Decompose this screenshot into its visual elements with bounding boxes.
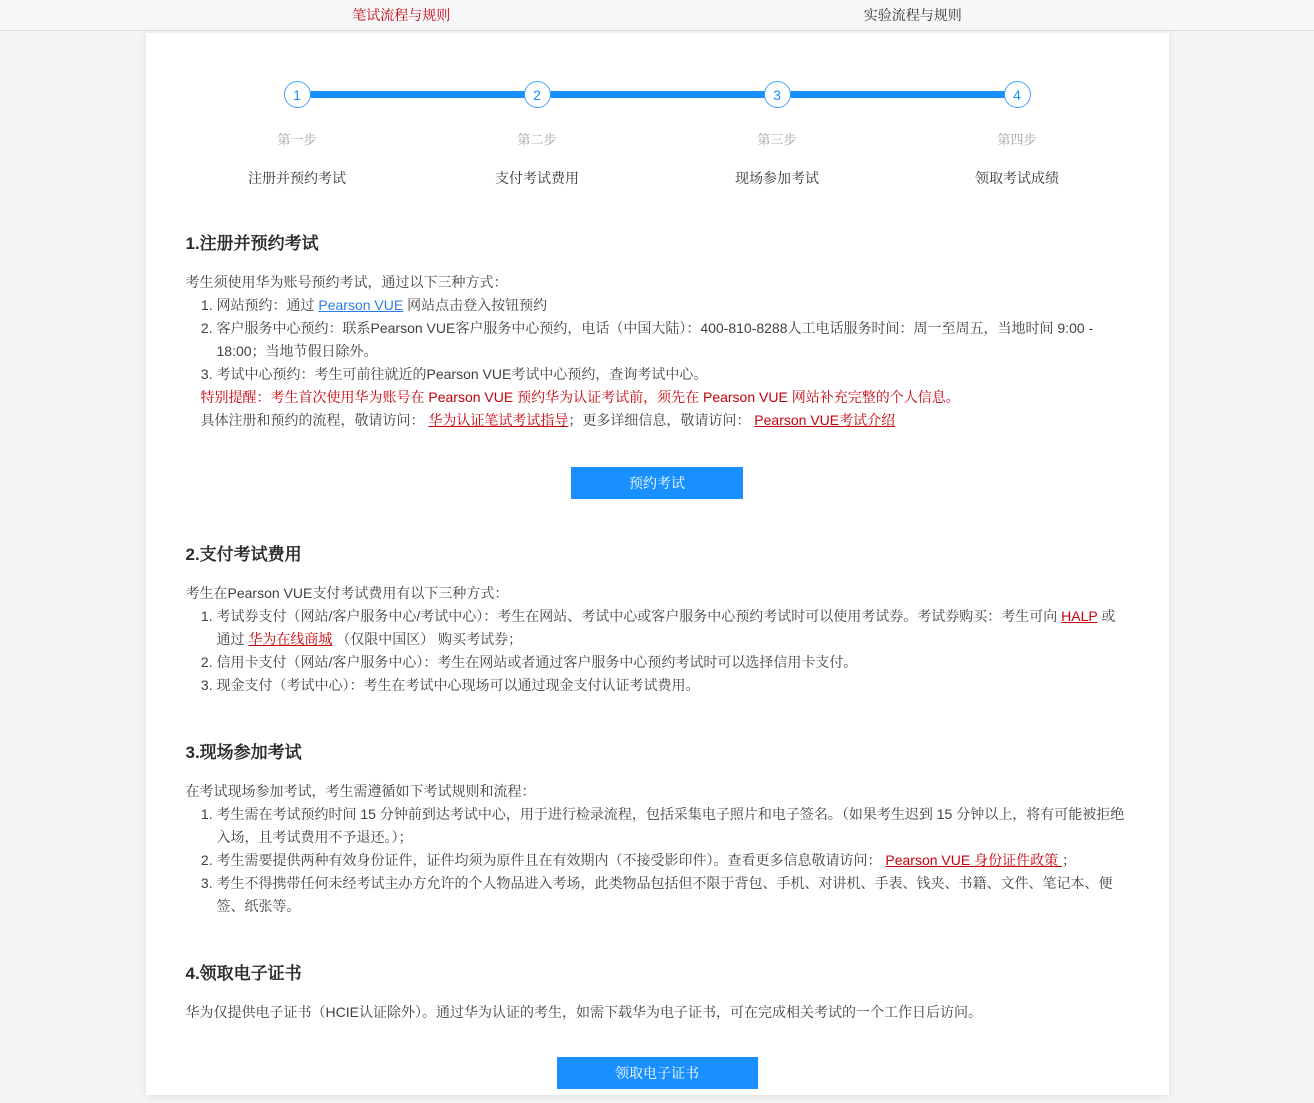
step-4-name: 领取考试成绩 [975,170,1059,186]
tab-label: 实验流程与规则 [863,7,962,23]
pearson-vue-link[interactable]: Pearson VUE [318,297,404,313]
special-reminder: 特别提醒：考生首次使用华为账号在 Pearson VUE 预约华为认证考试前，须先在 Pearson VUE 网站补充完整的个人信息。 [200,389,960,405]
book-exam-button[interactable]: 预约考试 [571,467,743,499]
step-2-label: 第二步 [517,132,557,147]
tab-label: 笔试流程与规则 [352,7,451,23]
list-item-arrival-time: 1. 考生需在考试预约时间 15 分钟前到达考试中心，用于进行检录流程，包括采集电子照片和电子签名。（如果考生迟到 15 分钟以上，将有可能被拒绝入场，且考试费用不予退还。）； [217,803,1129,849]
section-3-intro: 在考试现场参加考试，考生需遵循如下考试规则和流程： [185,783,536,799]
content-card [146,33,1169,1095]
step-4-label: 第四步 [997,132,1037,147]
section-2-heading: 2.支付考试费用 [185,545,302,564]
list-item-cash-payment: 3. 现金支付（考试中心）：考生在考试中心现场可以通过现金支付认证考试费用。 [217,674,1129,697]
halp-link[interactable]: HALP [1061,608,1098,624]
step-2 [467,81,607,188]
section-get-e-certificate [186,962,1129,1089]
list-item-credit-card-payment: 2. 信用卡支付（网站/客户服务中心）：考生在网站或者通过客户服务中心预约考试时可以选择信用卡支付。 [217,651,1129,674]
section-pay-exam-fee [186,543,1129,697]
list-item-personal-items: 3. 考生不得携带任何未经考试主办方允许的个人物品进入考场，此类物品包括但不限于背包、手机、对讲机、手表、钱夹、书籍、文件、笔记本、便签、纸张等。 [217,872,1129,918]
section-4-heading: 4.领取电子证书 [185,964,302,983]
step-3 [707,81,847,188]
section-4-intro: 华为仅提供电子证书（HCIE认证除外）。通过华为认证的考生，如需下载华为电子证书，可在完成相关考试的一个工作日后访问。 [185,1004,982,1020]
section-3-heading: 3.现场参加考试 [185,743,302,762]
step-2-circle-icon: 2 [524,81,551,108]
huawei-online-store-link[interactable]: 华为在线商城 [248,631,333,647]
section-register-and-book [186,232,1129,499]
written-exam-guide-link[interactable]: 华为认证笔试考试指导 [428,412,569,428]
section-2-intro: 考生在Pearson VUE支付考试费用有以下三种方式： [185,585,509,601]
registration-guide-line: 具体注册和预约的流程，敬请访问： 华为认证笔试考试指导；更多详细信息，敬请访问： Pearson VUE考试介绍 [200,412,896,428]
tab-written-exam-rules[interactable] [146,0,658,30]
list-item-test-center-booking: 3. 考试中心预约：考生可前往就近的Pearson VUE考试中心预约，查询考试中心。 [217,363,1129,386]
step-1-name: 注册并预约考试 [248,170,346,186]
step-4 [947,81,1087,188]
section-attend-exam-onsite [186,741,1129,918]
list-item-voucher-payment: 1. 考试券支付（网站/客户服务中心/考试中心）：考生在网站、考试中心或客户服务中心预约考试时可以使用考试券。考试券购买：考生可向 HALP 或通过 华为在线商城 （仅限中国区） 购买考试券； [217,605,1129,651]
pearson-vue-intro-link[interactable]: Pearson VUE考试介绍 [754,412,896,428]
tab-lab-exam-rules[interactable] [657,0,1169,30]
section-1-intro: 考生须使用华为账号预约考试，通过以下三种方式： [185,274,508,290]
top-tab-bar [0,0,1314,31]
step-3-label: 第三步 [757,132,797,147]
list-item-id-requirements: 2. 考生需要提供两种有效身份证件，证件均须为原件且在有效期内（不接受影印件）。查看更多信息敬请访问： Pearson VUE 身份证件政策 ； [217,849,1129,872]
step-3-circle-icon: 3 [764,81,791,108]
step-3-name: 现场参加考试 [735,170,819,186]
list-item-customer-service-booking: 2. 客户服务中心预约：联系Pearson VUE客户服务中心预约，电话（中国大陆）：400-810-8288人工电话服务时间：周一至周五，当地时间 9:00 - 18:00；当地节假日除外。 [217,317,1129,363]
step-1-label: 第一步 [277,132,317,147]
section-1-heading: 1.注册并预约考试 [185,234,319,253]
step-1 [227,81,367,188]
get-certificate-button[interactable]: 领取电子证书 [557,1057,758,1089]
list-item-website-booking: 1. 网站预约：通过 Pearson VUE 网站点击登入按钮预约 [217,294,1129,317]
step-2-name: 支付考试费用 [495,170,579,186]
step-4-circle-icon: 4 [1004,81,1031,108]
step-1-circle-icon: 1 [284,81,311,108]
id-policy-link[interactable]: Pearson VUE 身份证件政策 [885,852,1062,868]
exam-process-stepper [227,81,1087,188]
